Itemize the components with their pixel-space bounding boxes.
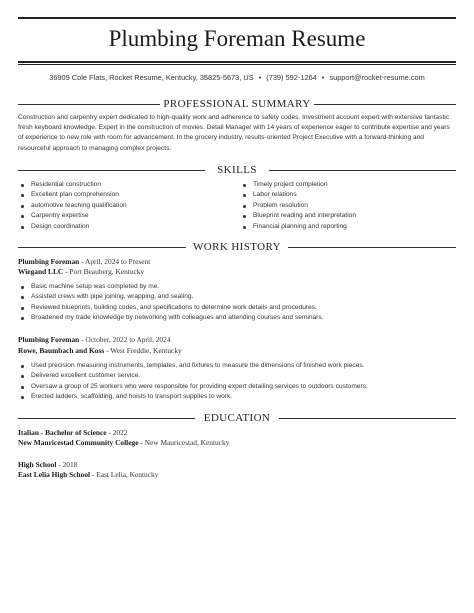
skills-section-header	[18, 163, 456, 177]
job-bullet: Oversaw a group of 25 workers who were responsible for providing expert detailing services to outdoors customers.	[18, 382, 456, 392]
contact-line	[18, 73, 456, 82]
job-bullet: Reviewed blueprints, building codes, and specifications to determine work details and procedures.	[18, 303, 456, 313]
skill-item: automotive teaching qualification	[18, 201, 233, 211]
job-bullet: Basic machine setup was completed by me.	[18, 282, 456, 292]
top-rule	[18, 17, 456, 19]
skill-item: Timely project completion	[240, 180, 456, 190]
contact-email: support@rocket-resume.com	[329, 73, 425, 82]
skills-list-left	[18, 180, 233, 232]
contact-separator: •	[258, 73, 262, 82]
edu-school: East Lelia High School	[18, 470, 91, 479]
job-dates: - April, 2024 to Present	[79, 257, 151, 266]
skill-item: Residential construction	[18, 180, 233, 190]
job-title: Plumbing Foreman	[18, 335, 80, 344]
edu-degree: Italian - Bachelor of Science	[18, 428, 107, 437]
contact-address: 36909 Cole Flats, Rocket Resume, Kentucky, 35825-5673, US	[49, 73, 254, 82]
work-heading: WORK HISTORY	[192, 241, 282, 253]
section-rule-right	[269, 170, 456, 171]
edu-year: - 2022	[106, 428, 128, 437]
job-bullets	[18, 282, 456, 324]
edu-school-line	[18, 470, 158, 480]
edu-year: - 2018	[56, 460, 78, 469]
education-section-header	[18, 411, 456, 425]
edu-location: - East Lelia, Kentucky	[90, 470, 159, 479]
resume-page	[18, 0, 456, 613]
skill-item: Problem resolution	[240, 201, 456, 211]
resume-title: Plumbing Foreman Resume	[108, 26, 366, 51]
job-title-line	[18, 335, 171, 345]
summary-heading: PROFESSIONAL SUMMARY	[163, 98, 311, 110]
skill-item: Blueprint reading and interpretation	[240, 211, 456, 221]
job-bullet: Used precision measuring instruments, templates, and fixtures to measure the dimensions of finished work pieces.	[18, 361, 456, 371]
skill-item: Excellent plan comprehension	[18, 190, 233, 200]
education-heading: EDUCATION	[203, 412, 271, 424]
summary-section-header	[18, 97, 456, 111]
job-bullet: Broadened my trade knowledge by networking with colleagues and attending courses and seminars.	[18, 313, 456, 323]
edu-degree: High School	[18, 460, 57, 469]
job-location: - West Freddie, Kentucky	[104, 346, 182, 355]
skills-heading: SKILLS	[217, 164, 257, 176]
job-company-line	[18, 346, 182, 356]
title-rule-bottom	[18, 64, 456, 65]
job-company-line	[18, 267, 144, 277]
contact-phone: (739) 592-1264	[266, 73, 317, 82]
job-company: Rowe, Baumbach and Koss	[18, 346, 105, 355]
edu-school-line	[18, 438, 229, 448]
job-bullet: Delivered excellent customer service.	[18, 371, 456, 381]
skills-list-right	[240, 180, 456, 232]
edu-degree-line	[18, 428, 128, 438]
job-dates: - October, 2022 to April, 2024	[79, 335, 171, 344]
section-rule-right	[279, 418, 456, 419]
contact-separator: •	[321, 73, 325, 82]
title-rule-top	[18, 61, 456, 63]
section-rule-right	[288, 247, 456, 248]
skill-item: Financial planning and reporting	[240, 222, 456, 232]
work-section-header	[18, 240, 456, 254]
edu-school: New Mauricestad Community College	[18, 438, 139, 447]
job-bullet: Erected ladders, scaffolding, and hoists to transport supplies to work.	[18, 392, 456, 402]
skill-item: Carpentry expertise	[18, 211, 233, 221]
section-rule-right	[314, 104, 456, 105]
job-title: Plumbing Foreman	[18, 257, 80, 266]
edu-degree-line	[18, 460, 77, 470]
job-bullet: Assisted crews with pipe joining, wrapping, and sealing.	[18, 292, 456, 302]
job-bullets	[18, 361, 456, 403]
skill-item: Design coordination	[18, 222, 233, 232]
job-location: - Port Beauberg, Kentucky	[63, 267, 145, 276]
job-company: Wiegand LLC	[18, 267, 64, 276]
summary-text: Construction and carpentry expert dedicated to high-quality work and adherence to safety codes. Investment account expert with extensive fantastic fresh keyboard knowledge. Expert in the construction of movies. Detail Manager with 14 years of experience eager to contribute expertise and years of experience to new role with room for advancement. In the grocery industry, results-oriented Project Executive with a forward-thinking and resourceful approach to managing complex projects.	[18, 114, 450, 152]
skill-item: Labor relations	[240, 190, 456, 200]
edu-location: - New Mauricestad, Kentucky	[138, 438, 230, 447]
job-title-line	[18, 257, 150, 267]
